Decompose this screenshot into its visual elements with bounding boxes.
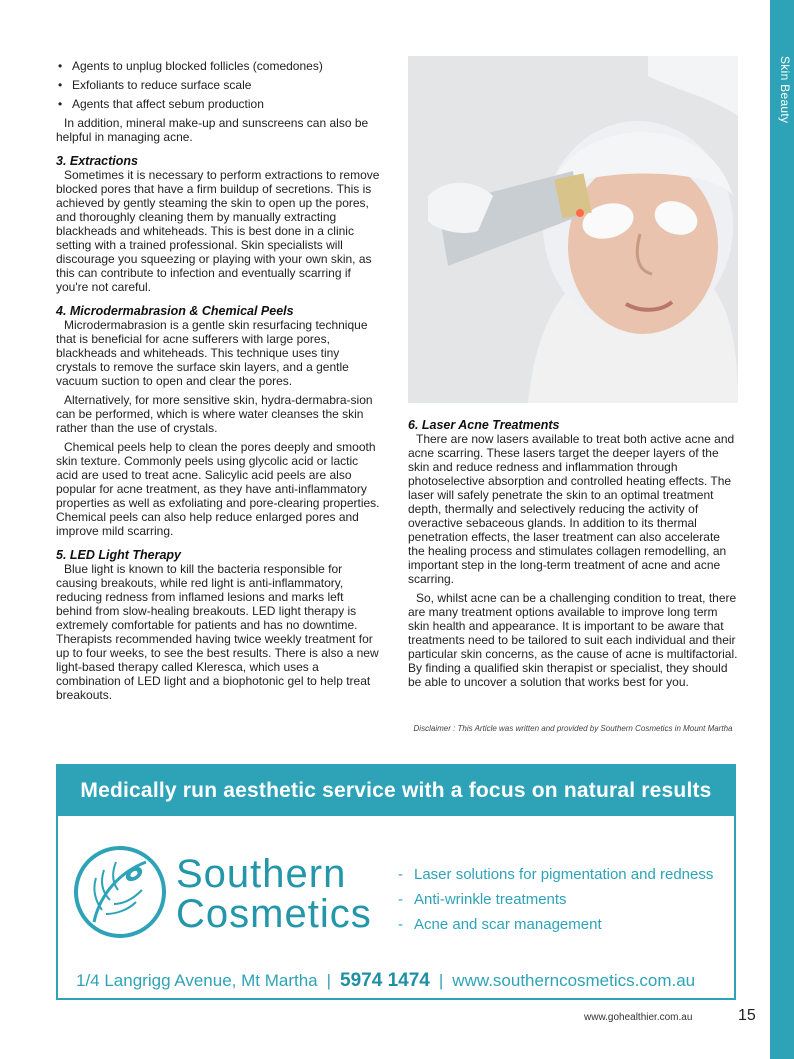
ad-banner: Medically run aesthetic service with a focus on natural results: [58, 766, 734, 816]
footer-url[interactable]: www.gohealthier.com.au: [584, 1012, 693, 1023]
intro-paragraph: In addition, mineral make-up and sunscreens can also be helpful in managing acne.: [56, 116, 369, 144]
section-heading-led: 5. LED Light Therapy: [56, 548, 182, 562]
service-item: - Acne and scar management: [398, 912, 713, 937]
extractions-paragraph: Sometimes it is necessary to perform extractions to remove blocked pores that have a firm buildup of secretions. This is achieved by gently steaming the skin to open up the pores, and thoroughly cleaning them by manually extracting blackheads and whiteheads. This is best done in a clinic setting with a trained professional. Skin specialists will discourage you squeezing or playing with your own skin, as this can contribute to infection and eventually scarring if you're not careful.: [56, 168, 380, 294]
treatment-bullets: [56, 59, 381, 111]
brand-logo-text: [176, 854, 372, 934]
conclusion-paragraph: So, whilst acne can be a challenging condition to treat, there are many treatment options available to improve long term skin health and appearance. It is important to be aware that treatments need to be tailored to suit each individual and their particular skin concerns, as the cause of acne is multifactorial. By finding a qualified skin therapist or specialist, they should be able to uncover a solution that works best for you.: [408, 591, 738, 689]
section-heading-microdermabrasion: 4. Microdermabrasion & Chemical Peels: [56, 304, 294, 318]
section-tab-label: Skin Beauty: [778, 56, 792, 124]
ad-body: [58, 816, 734, 1000]
contact-line: [76, 970, 716, 992]
right-column: [408, 418, 738, 694]
disclaimer: Disclaimer : This Article was written and provided by Southern Cosmetics in Mount Martha: [413, 724, 733, 733]
service-item: - Anti-wrinkle treatments: [398, 887, 713, 912]
brand-name-line2: Cosmetics: [176, 892, 372, 936]
phone-number[interactable]: 5974 1474: [340, 970, 430, 991]
section-heading-laser: 6. Laser Acne Treatments: [408, 418, 560, 432]
bullet-item: • Agents that affect sebum production: [56, 97, 381, 111]
chemical-peels-paragraph: Chemical peels help to clean the pores deeply and smooth skin texture. Commonly peels using glycolic acid or lactic acid are used to treat acne. Salicylic acid peels are also popular for acne treatment, as they have anti-inflammatory properties as well as exfoliating and pore-clearing properties. Chemical peels can also help reduce enlarged pores and improve mild scarring.: [56, 440, 380, 538]
microdermabrasion-paragraph-2: Alternatively, for more sensitive skin, hydra-dermabra-sion can be performed, which is where water cleanses the skin rather than the use of crystals.: [56, 393, 373, 435]
peacock-feather-logo-icon: [72, 844, 168, 940]
laser-paragraph: There are now lasers available to treat both active acne and acne scarring. These lasers target the deeper layers of the skin and reduce redness and inflammation through photoselective absorption and controlled heating effects. The laser will safely penetrate the skin to an optimal treatment depth, thermally and selectively reducing the activity of overactive sebaceous glands. In addition to its thermal penetration effects, the laser treatment can also accelerate the healing process and stimulates collagen remodelling, an important step in the long-term treatment of acne and acne scarring.: [408, 432, 735, 586]
treatment-illustration: [408, 56, 738, 403]
bullet-item: • Agents to unplug blocked follicles (comedones): [56, 59, 381, 73]
left-column: [56, 59, 381, 707]
section-heading-extractions: 3. Extractions: [56, 154, 138, 168]
bullet-item: • Exfoliants to reduce surface scale: [56, 78, 381, 92]
services-list: [398, 862, 713, 937]
brand-name-line1: Southern: [176, 852, 347, 896]
laser-treatment-photo: [408, 56, 738, 403]
separator: |: [326, 971, 332, 990]
page-number: 15: [738, 1007, 756, 1024]
microdermabrasion-paragraph-1: Microdermabrasion is a gentle skin resurfacing technique that is beneficial for acne sufferers with large pores, blackheads and whiteheads. This technique uses tiny crystals to remove the surface skin layers, and a gentle vacuum suction to open and clear the pores.: [56, 318, 368, 388]
led-paragraph: Blue light is known to kill the bacteria responsible for causing breakouts, while red light is anti-inflammatory, reducing redness from inflamed lesions and marks left behind from slow-healing breakouts. LED light therapy is extremely comfortable for patients and has no downtime. Therapists recommended having twice weekly treatment for up to four weeks, to see the best results. There is also a new light-based therapy called Kleresca, which uses a combination of LED light and a biophotonic gel to help treat breakouts.: [56, 562, 379, 702]
advertisement[interactable]: [56, 764, 736, 1000]
separator: |: [438, 971, 444, 990]
address: 1/4 Langrigg Avenue, Mt Martha: [76, 971, 318, 990]
section-tab: [770, 0, 794, 1059]
website-link[interactable]: www.southerncosmetics.com.au: [452, 971, 696, 990]
service-item: - Laser solutions for pigmentation and redness: [398, 862, 713, 887]
